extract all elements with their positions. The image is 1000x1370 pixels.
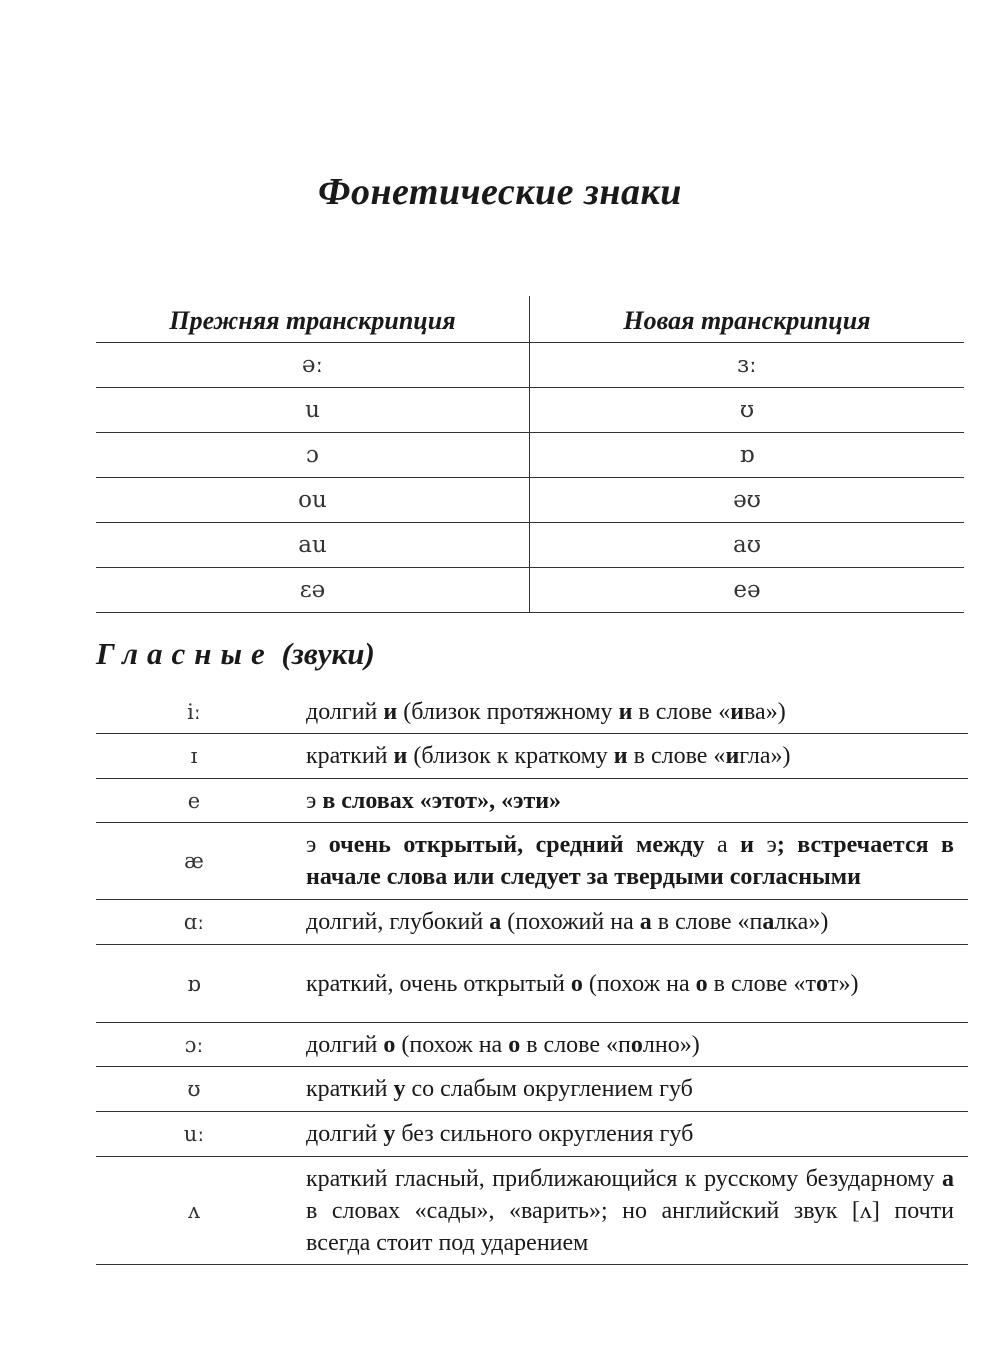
transcription-table xyxy=(96,296,964,613)
vowel-description: краткий гласный, приближающийся к русскому безударному а в словах «сады», «варить»; но английский звук [ʌ] почти всегда стоит под ударением xyxy=(306,1165,954,1256)
new-symbol: eə xyxy=(733,577,761,603)
vowel-description: долгий о (похож на о в слове «полно») xyxy=(306,1031,700,1058)
vowels-title-main: Гласные xyxy=(96,636,274,671)
vowels-title-suffix: (звуки) xyxy=(273,636,375,671)
new-symbol: ʊ xyxy=(739,397,755,423)
table-row xyxy=(96,478,964,523)
table-row xyxy=(96,690,968,734)
table-row xyxy=(96,734,968,779)
old-symbol: ou xyxy=(96,478,530,522)
old-symbol: əː xyxy=(96,343,530,387)
vowel-symbol: ʊ xyxy=(187,1077,201,1101)
new-symbol: ɒ xyxy=(739,442,755,468)
new-symbol: əʊ xyxy=(733,487,761,513)
new-symbol: ɜː xyxy=(737,352,757,378)
table-row xyxy=(96,900,968,945)
vowel-symbol: e xyxy=(187,788,201,813)
vowel-description: э очень открытый, средний между а и э; встречается в начале слова или следует за твердыми согласными xyxy=(306,832,955,890)
vowel-description: долгий и (близок протяжному и в слове «ива») xyxy=(306,698,786,725)
table-row xyxy=(96,1023,968,1067)
old-symbol: ɛə xyxy=(96,568,530,612)
old-symbol: ɔ xyxy=(96,433,530,477)
page-title: Фонетические знаки xyxy=(318,171,682,213)
table-row xyxy=(96,1112,968,1157)
table-row xyxy=(96,823,968,900)
old-symbol: au xyxy=(96,523,530,567)
new-transcription-header: Новая транскрипция xyxy=(623,306,871,335)
vowels-table xyxy=(96,690,968,1265)
vowel-symbol: æ xyxy=(184,849,204,873)
table-row xyxy=(96,568,964,613)
vowel-symbol: uː xyxy=(183,1122,205,1146)
old-transcription-header: Прежняя транскрипция xyxy=(96,296,530,342)
vowel-symbol: ɑː xyxy=(183,910,205,934)
table-row xyxy=(96,523,964,568)
vowel-symbol: ɔː xyxy=(184,1032,204,1057)
old-symbol: u xyxy=(96,388,530,432)
table-row xyxy=(96,433,964,478)
vowel-description: э в словах «этот», «эти» xyxy=(306,787,562,814)
table-header-row xyxy=(96,296,964,343)
table-row xyxy=(96,388,964,433)
vowel-symbol: ɒ xyxy=(187,971,201,996)
vowel-description: долгий у без сильного округления губ xyxy=(306,1121,694,1147)
table-row xyxy=(96,945,968,1023)
vowel-symbol: ʌ xyxy=(188,1198,200,1223)
table-row xyxy=(96,1157,968,1265)
vowels-section-title xyxy=(96,632,375,676)
table-row xyxy=(96,343,964,388)
table-row xyxy=(96,1067,968,1112)
vowel-description: краткий, очень открытый о (похож на о в слове «тот») xyxy=(306,970,859,997)
new-symbol: aʊ xyxy=(733,532,761,558)
vowel-symbol: iː xyxy=(187,699,201,724)
vowel-description: краткий и (близок к краткому и в слове «игла») xyxy=(306,743,791,769)
vowel-description: краткий у со слабым округлением губ xyxy=(306,1076,693,1102)
table-row xyxy=(96,779,968,823)
vowel-symbol: ɪ xyxy=(190,744,198,768)
vowel-description: долгий, глубокий а (похожий на а в слове «палка») xyxy=(306,909,829,935)
